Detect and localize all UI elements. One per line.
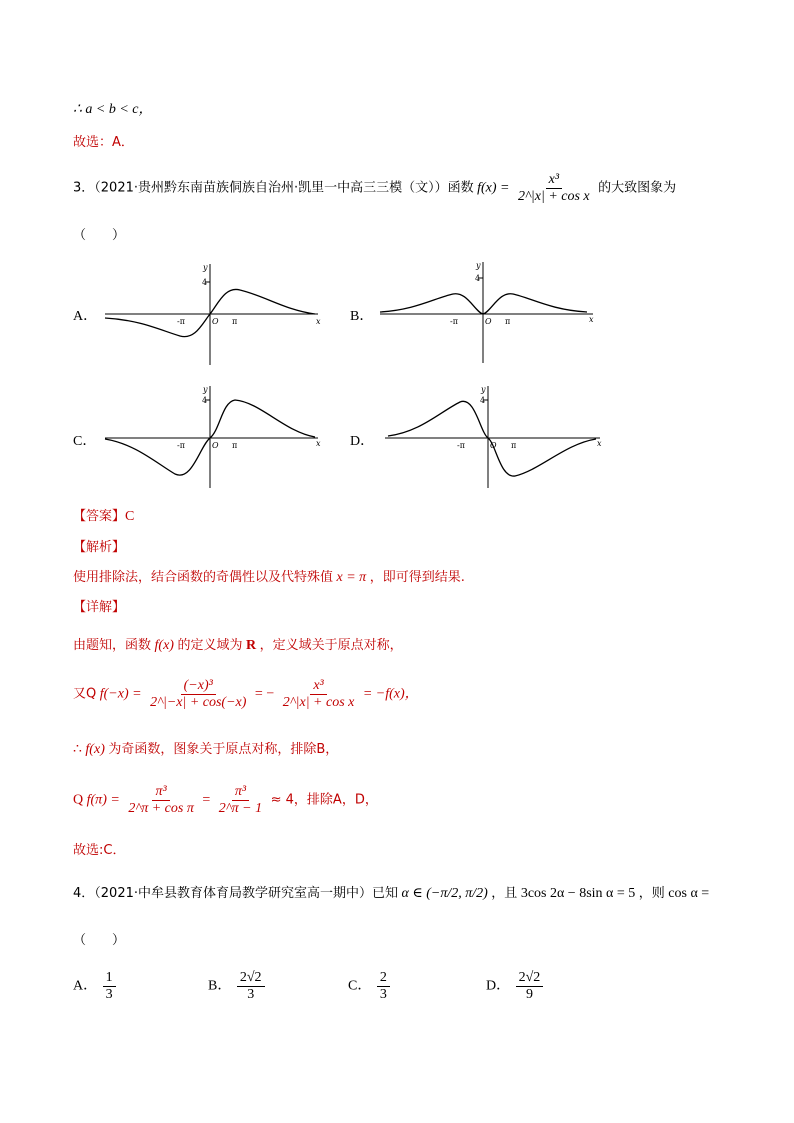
- graph-d-origin: O: [490, 441, 497, 450]
- q3-option-d-label: D．: [350, 434, 375, 449]
- q4-option-c-label: C．: [348, 978, 372, 994]
- graph-b-four: 4: [475, 274, 481, 283]
- detail-line-3: [73, 740, 338, 760]
- q4-suffix: ，则: [638, 886, 665, 901]
- analysis-text-a: 使用排除法，结合函数的奇偶性以及代特殊值: [73, 570, 334, 585]
- q4-paren: （ ）: [73, 933, 126, 948]
- detail-line-2: [73, 678, 419, 711]
- detail-line2-a: 又Q: [73, 686, 97, 702]
- graph-a-y-label: y: [203, 263, 208, 272]
- detail-line-1: [73, 636, 403, 656]
- q3-option-c-label: C．: [73, 434, 97, 449]
- detail-line2-fraction-2: [280, 678, 358, 711]
- detail-line4-a: Q: [73, 792, 84, 808]
- graph-d-x-label: x: [597, 439, 602, 448]
- graph-c-x-label: x: [316, 439, 321, 448]
- graph-c-neg-pi: -π: [177, 441, 185, 450]
- detail-line3-b: f(x): [85, 742, 105, 757]
- q3-suffix: 的大致图象为: [598, 180, 677, 196]
- q4-ask: cos α =: [668, 886, 710, 901]
- q4-option-b-fraction: [237, 970, 265, 1003]
- detail-line2-den2: 2^|x| + cos x: [282, 695, 355, 710]
- detail-line1-a: 由题知，函数: [73, 638, 152, 653]
- q3-func-fraction: [515, 172, 593, 205]
- question-4: [73, 884, 709, 904]
- detail-line3-c: 为奇函数，图象关于原点对称，排除B，: [108, 742, 339, 757]
- q4-option-b: [208, 970, 267, 1003]
- q3-option-b-label: B．: [350, 309, 374, 324]
- detail-line4-den2: 2^π − 1: [218, 801, 263, 816]
- q4-option-d-label: D．: [486, 978, 511, 994]
- graph-c-four: 4: [202, 396, 208, 405]
- detail-line2-d: = −f(x)，: [362, 686, 419, 702]
- graph-b-y-label: y: [476, 261, 481, 270]
- graph-b-x-label: x: [589, 315, 594, 324]
- answer-line: [73, 507, 134, 527]
- detail-line4-fraction-1: [125, 784, 197, 817]
- graph-a-pi: π: [232, 317, 238, 326]
- graph-c-y-label: y: [203, 385, 208, 394]
- therefore-order: ∴ a < b < c，: [73, 102, 153, 117]
- detail-line2-fraction-1: [147, 678, 249, 711]
- q4-option-c: [348, 970, 392, 1003]
- analysis-text: [73, 568, 465, 588]
- detail-line1-e: ，定义域关于原点对称，: [259, 638, 403, 653]
- q4-option-d-fraction: [516, 970, 544, 1003]
- detail-line3-a: ∴: [73, 742, 82, 757]
- q4-cond: α ∈ (−π/2, π/2): [401, 886, 488, 901]
- q4-option-d-num: 2√2: [516, 970, 544, 987]
- choice-q3: 故选:C．: [73, 843, 126, 858]
- answer-tag: 【答案】: [73, 509, 126, 524]
- graph-b-origin: O: [485, 317, 492, 326]
- q4-option-b-den: 3: [247, 987, 255, 1002]
- detail-line4-b: f(π) =: [86, 792, 120, 808]
- q4-option-c-num: 2: [377, 970, 390, 987]
- q4-option-c-den: 3: [379, 987, 387, 1002]
- answer-value: C: [125, 509, 135, 524]
- detail-tag: 【详解】: [73, 600, 126, 615]
- detail-line-4: [73, 784, 378, 817]
- choice-previous: 故选：A．: [73, 135, 134, 150]
- q4-eq: 3cos 2α − 8sin α = 5: [520, 886, 636, 901]
- q4-option-b-num: 2√2: [237, 970, 265, 987]
- graph-c-origin: O: [212, 441, 219, 450]
- detail-line4-num1: π³: [152, 784, 169, 801]
- graph-c: [100, 382, 325, 490]
- graph-b-neg-pi: -π: [450, 317, 458, 326]
- detail-line2-num1: (−x)³: [181, 678, 216, 695]
- detail-line2-den1: 2^|−x| + cos(−x): [150, 695, 247, 710]
- q3-func-den: 2^|x| + cos x: [518, 189, 590, 204]
- detail-line2-num2: x³: [310, 678, 326, 695]
- graph-a-x-label: x: [316, 317, 321, 326]
- detail-line1-b: f(x): [154, 638, 174, 653]
- q3-paren: （ ）: [73, 228, 126, 243]
- q4-option-a-num: 1: [103, 970, 116, 987]
- detail-line1-c: 的定义域为: [177, 638, 243, 653]
- graph-d: [380, 382, 605, 490]
- analysis-tag: 【解析】: [73, 540, 126, 555]
- graph-d-pi: π: [511, 441, 517, 450]
- detail-line4-den1: 2^π + cos π: [128, 801, 194, 816]
- analysis-text-c: ，即可得到结果.: [369, 570, 465, 585]
- detail-line4-d: ≈ 4，排除A，D，: [270, 792, 378, 808]
- graph-d-neg-pi: -π: [457, 441, 465, 450]
- detail-line4-fraction-2: [216, 784, 265, 817]
- q3-func-num: x³: [546, 172, 562, 189]
- q4-option-d: [486, 970, 545, 1003]
- detail-line4-num2: π³: [232, 784, 249, 801]
- q4-option-a-den: 3: [105, 987, 113, 1002]
- q3-prefix: 3．（2021·贵州黔东南苗族侗族自治州·凯里一中高三三模（文））函数: [73, 180, 474, 196]
- question-3: [73, 172, 676, 205]
- q4-option-a: [73, 970, 118, 1003]
- q4-option-d-den: 9: [525, 987, 533, 1002]
- graph-c-pi: π: [232, 441, 238, 450]
- graph-d-y-label: y: [481, 385, 486, 394]
- graph-a-neg-pi: -π: [177, 317, 185, 326]
- q4-option-a-fraction: [103, 970, 116, 1003]
- q4-prefix: 4．（2021·中牟县教育体育局教学研究室高一期中）已知: [73, 886, 398, 901]
- graph-b: [375, 258, 600, 366]
- analysis-text-b: x = π: [336, 570, 367, 585]
- graph-a-four: 4: [202, 278, 208, 287]
- q4-option-a-label: A．: [73, 978, 98, 994]
- graph-b-pi: π: [505, 317, 511, 326]
- detail-line4-c: =: [202, 792, 211, 808]
- q4-option-b-label: B．: [208, 978, 232, 994]
- q3-option-a-label: A．: [73, 309, 98, 324]
- graph-a: [100, 260, 325, 368]
- detail-line2-c: = −: [254, 686, 275, 702]
- q3-func-lhs: f(x) =: [477, 180, 510, 196]
- q4-option-c-fraction: [377, 970, 390, 1003]
- detail-line1-d: R: [245, 638, 257, 653]
- detail-line2-b: f(−x) =: [99, 686, 142, 702]
- graph-a-origin: O: [212, 317, 219, 326]
- q4-mid: ，且: [491, 886, 518, 901]
- graph-d-four: 4: [480, 396, 486, 405]
